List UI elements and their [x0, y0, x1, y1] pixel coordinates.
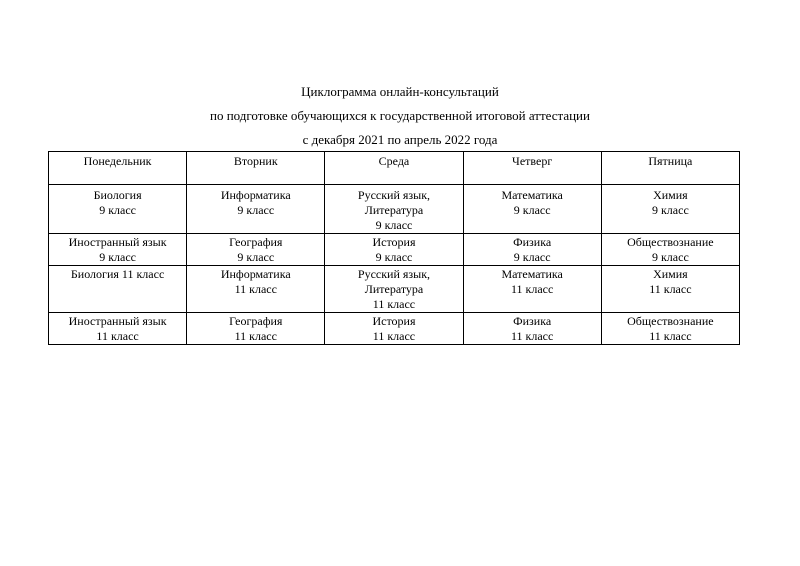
cell-text: 9 класс [375, 250, 413, 264]
header-thursday: Четверг [463, 152, 601, 185]
table-cell-friday [601, 185, 739, 234]
table-cell-monday [49, 313, 187, 345]
cell-text: 9 класс [375, 218, 413, 232]
table-cell-wednesday [325, 234, 463, 266]
cell-text: 9 класс [513, 250, 551, 264]
document-title [0, 80, 800, 152]
cell-text: 11 класс [510, 282, 554, 296]
table-cell-thursday [463, 266, 601, 313]
cell-text: 9 класс [237, 203, 275, 217]
table-row [49, 234, 740, 266]
cell-text: 9 класс [513, 203, 551, 217]
cell-text: 9 класс [99, 250, 136, 264]
cell-text: Иностранный язык [68, 314, 167, 328]
cell-text: 11 класс [234, 282, 277, 296]
table-body [49, 185, 740, 345]
title-line-subject: по подготовке обучающихся к государственной итоговой аттестации [210, 108, 590, 123]
cell-text: Обществознание [627, 235, 714, 249]
cell-text: 11 класс [649, 282, 692, 296]
header-monday: Понедельник [49, 152, 187, 185]
table-cell-friday [601, 313, 739, 345]
table-cell-friday [601, 234, 739, 266]
table-row [49, 313, 740, 345]
table-cell-monday [49, 266, 187, 313]
header-wednesday: Среда [325, 152, 463, 185]
table-cell-friday [601, 266, 739, 313]
table-header-row [49, 152, 740, 185]
table-cell-thursday [463, 313, 601, 345]
table-cell-tuesday [187, 266, 325, 313]
table-cell-tuesday [187, 185, 325, 234]
cell-text: Химия [653, 188, 688, 202]
cell-text: 9 класс [99, 203, 136, 217]
cell-text: 11 класс [372, 297, 416, 311]
cell-text: Русский язык, [357, 267, 431, 281]
cell-text: История [372, 235, 416, 249]
table-cell-tuesday [187, 313, 325, 345]
cell-text: История [372, 314, 416, 328]
header-friday: Пятница [601, 152, 739, 185]
cell-text: Обществознание [627, 314, 714, 328]
table-cell-thursday [463, 185, 601, 234]
table-row [49, 266, 740, 313]
table-cell-wednesday [325, 185, 463, 234]
cell-text: Математика [501, 188, 563, 202]
title-line-main: Циклограмма онлайн-консультаций [301, 84, 499, 99]
table-cell-tuesday [187, 234, 325, 266]
cell-text: 11 класс [234, 329, 277, 343]
cell-text: Литература [364, 282, 424, 296]
cell-text: Русский язык, [357, 188, 431, 202]
cell-text: Информатика [220, 188, 291, 202]
cell-text: 9 класс [651, 203, 689, 217]
cell-text: География [229, 235, 283, 249]
cell-text: Биология 11 класс [70, 267, 165, 281]
cell-text: Математика [501, 267, 563, 281]
table-cell-thursday [463, 234, 601, 266]
cell-text: 11 класс [510, 329, 554, 343]
table-cell-wednesday [325, 266, 463, 313]
consultation-schedule-table [48, 151, 740, 345]
header-tuesday: Вторник [187, 152, 325, 185]
cell-text: 9 класс [651, 250, 689, 264]
cell-text: 11 класс [96, 329, 139, 343]
cell-text: География [229, 314, 283, 328]
cell-text: Иностранный язык [68, 235, 167, 249]
title-line-period: с декабря 2021 по апрель 2022 года [302, 132, 498, 147]
table-cell-monday [49, 185, 187, 234]
cell-text: Физика [513, 314, 552, 328]
cell-text: Литература [364, 203, 424, 217]
table-row [49, 185, 740, 234]
table-cell-wednesday [325, 313, 463, 345]
cell-text: Биология [93, 188, 142, 202]
table-cell-monday [49, 234, 187, 266]
cell-text: Информатика [220, 267, 291, 281]
cell-text: Физика [513, 235, 552, 249]
cell-text: 11 класс [372, 329, 416, 343]
cell-text: 11 класс [649, 329, 692, 343]
cell-text: Химия [653, 267, 688, 281]
cell-text: 9 класс [237, 250, 275, 264]
